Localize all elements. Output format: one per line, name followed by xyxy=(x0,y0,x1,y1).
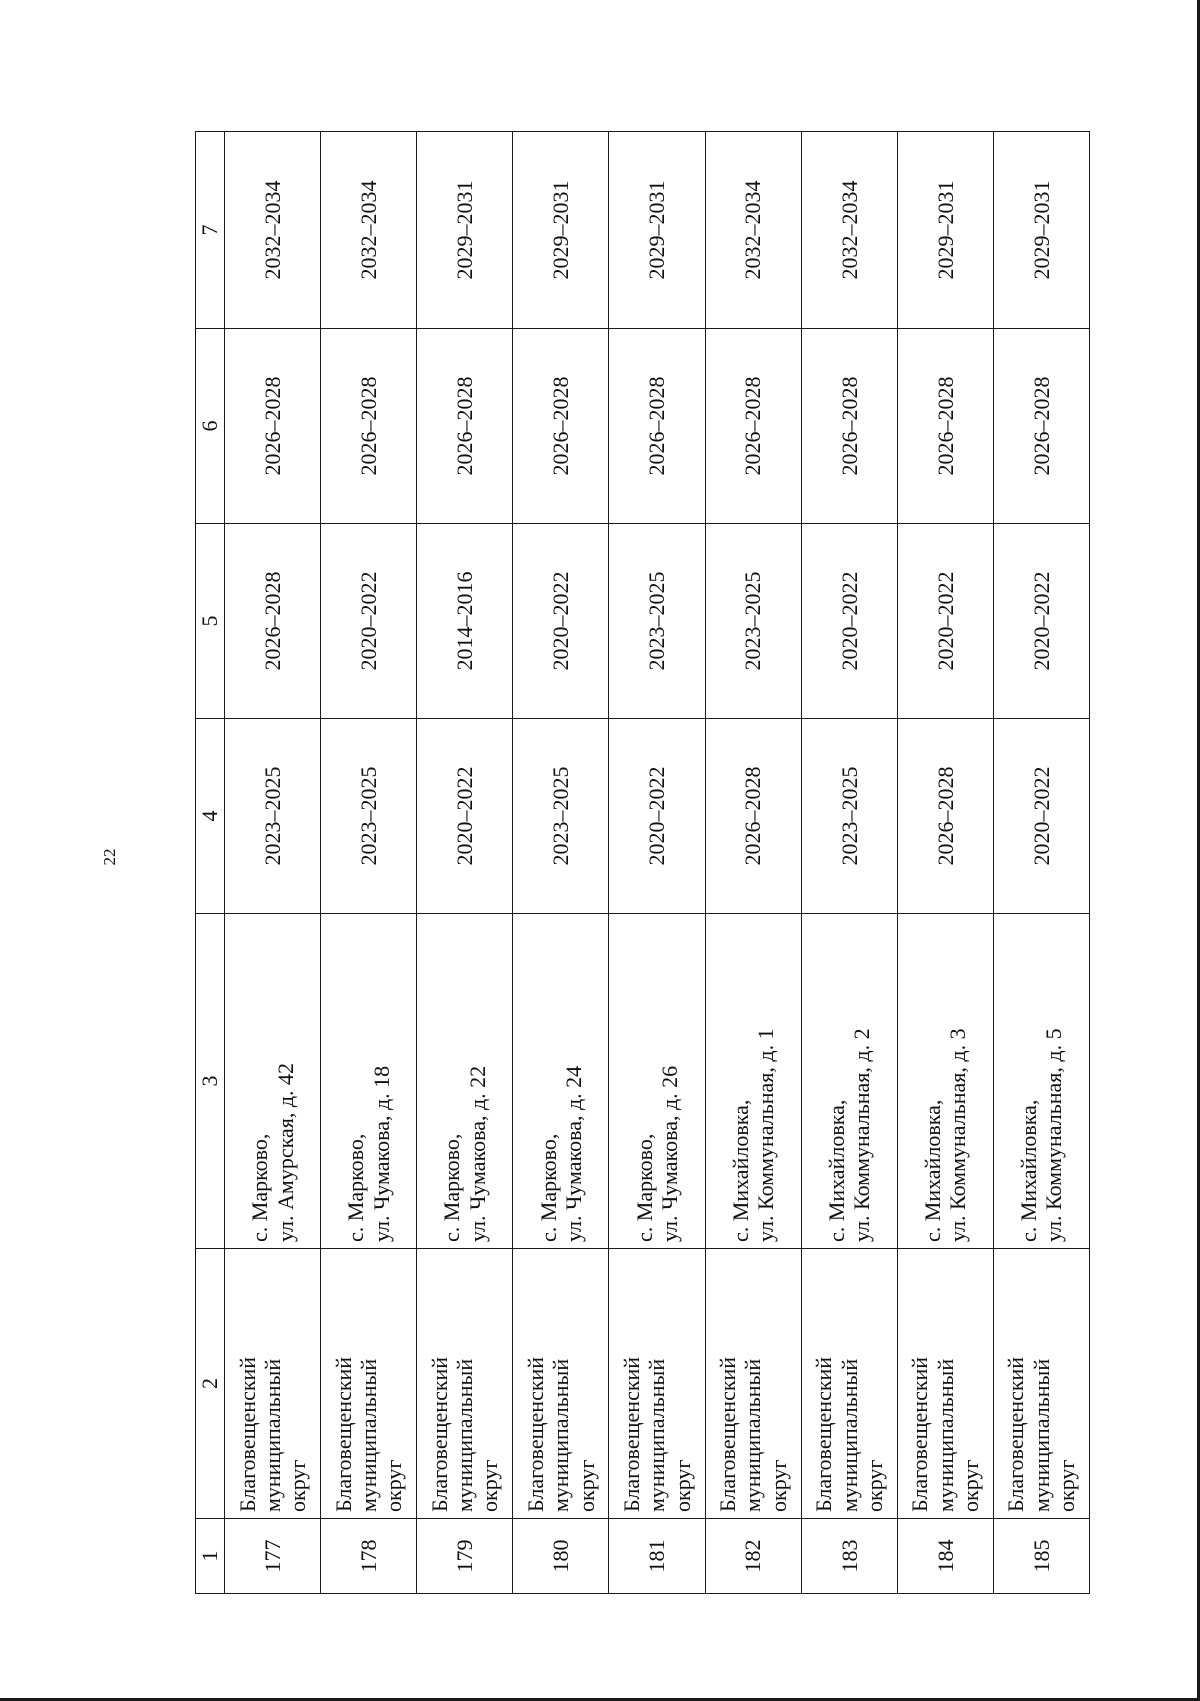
period-cell: 2026–2028 xyxy=(897,329,993,524)
district-cell xyxy=(609,1249,705,1519)
period-cell: 2026–2028 xyxy=(513,329,609,524)
period-cell: 2026–2028 xyxy=(897,719,993,914)
district-cell xyxy=(417,1249,513,1519)
row-number-cell: 181 xyxy=(609,1519,705,1594)
address-cell xyxy=(705,914,801,1249)
rotated-table-frame xyxy=(195,132,1090,1594)
address-line: с. Михайловка, xyxy=(823,1099,849,1242)
address-line: ул. Чумакова, д. 26 xyxy=(656,1065,682,1242)
row-number-cell: 180 xyxy=(513,1519,609,1594)
district-line: Благовещенский xyxy=(619,1356,645,1512)
address-line: с. Михайловка, xyxy=(727,1099,753,1242)
address-line: с. Марково, xyxy=(247,1133,273,1242)
period-cell: 2032–2034 xyxy=(801,132,897,329)
header-cell: 1 xyxy=(196,1519,225,1594)
period-cell: 2020–2022 xyxy=(801,524,897,719)
district-line: муниципальный xyxy=(452,1358,478,1512)
address-line: с. Марково, xyxy=(343,1133,369,1242)
district-line: Благовещенский xyxy=(522,1356,548,1512)
period-cell: 2029–2031 xyxy=(609,132,705,329)
period-cell: 2029–2031 xyxy=(513,132,609,329)
district-line: Благовещенский xyxy=(330,1356,356,1512)
address-line: с. Марково, xyxy=(439,1133,465,1242)
housing-schedule-table xyxy=(195,131,1090,1594)
district-cell xyxy=(897,1249,993,1519)
period-cell: 2023–2025 xyxy=(225,719,321,914)
table-row xyxy=(417,132,513,1594)
period-cell: 2026–2028 xyxy=(225,329,321,524)
period-cell: 2026–2028 xyxy=(225,524,321,719)
table-row xyxy=(993,132,1089,1594)
period-cell: 2029–2031 xyxy=(897,132,993,329)
district-line: муниципальный xyxy=(548,1358,574,1512)
district-line: Благовещенский xyxy=(811,1356,837,1512)
table-row xyxy=(801,132,897,1594)
district-line: Благовещенский xyxy=(1003,1356,1029,1512)
period-cell: 2026–2028 xyxy=(321,329,417,524)
period-cell: 2026–2028 xyxy=(801,329,897,524)
period-cell: 2020–2022 xyxy=(609,719,705,914)
address-line: с. Марково, xyxy=(535,1133,561,1242)
period-cell: 2026–2028 xyxy=(609,329,705,524)
district-line: округ xyxy=(573,1459,599,1512)
district-line: муниципальный xyxy=(740,1358,766,1512)
district-cell xyxy=(705,1249,801,1519)
district-line: Благовещенский xyxy=(234,1356,260,1512)
row-number-cell: 184 xyxy=(897,1519,993,1594)
district-cell xyxy=(225,1249,321,1519)
header-cell: 7 xyxy=(196,132,225,329)
address-line: ул. Чумакова, д. 18 xyxy=(368,1065,394,1242)
period-cell: 2023–2025 xyxy=(513,719,609,914)
district-line: Благовещенский xyxy=(715,1356,741,1512)
page-number: 22 xyxy=(100,848,119,866)
district-line: Благовещенский xyxy=(907,1356,933,1512)
address-cell xyxy=(321,914,417,1249)
district-line: муниципальный xyxy=(259,1358,285,1512)
period-cell: 2029–2031 xyxy=(417,132,513,329)
district-cell xyxy=(321,1249,417,1519)
address-line: ул. Коммунальная, д. 2 xyxy=(849,1028,875,1242)
district-line: округ xyxy=(1054,1459,1080,1512)
district-line: муниципальный xyxy=(1028,1358,1054,1512)
district-line: Благовещенский xyxy=(426,1356,452,1512)
district-cell xyxy=(993,1249,1089,1519)
address-cell xyxy=(417,914,513,1249)
rotated-table-area xyxy=(195,132,1090,1594)
table-row xyxy=(705,132,801,1594)
period-cell: 2026–2028 xyxy=(417,329,513,524)
header-cell: 4 xyxy=(196,719,225,914)
address-cell xyxy=(609,914,705,1249)
table-row xyxy=(609,132,705,1594)
address-cell xyxy=(897,914,993,1249)
period-cell: 2023–2025 xyxy=(321,719,417,914)
row-number-cell: 178 xyxy=(321,1519,417,1594)
row-number-cell: 177 xyxy=(225,1519,321,1594)
row-number-cell: 183 xyxy=(801,1519,897,1594)
period-cell: 2032–2034 xyxy=(321,132,417,329)
address-line: ул. Амурская, д. 42 xyxy=(272,1062,298,1242)
row-number-cell: 185 xyxy=(993,1519,1089,1594)
table-row xyxy=(513,132,609,1594)
row-number-cell: 179 xyxy=(417,1519,513,1594)
district-line: округ xyxy=(765,1459,791,1512)
address-cell xyxy=(993,914,1089,1249)
district-line: муниципальный xyxy=(356,1358,382,1512)
address-line: ул. Чумакова, д. 24 xyxy=(560,1065,586,1242)
header-cell: 6 xyxy=(196,329,225,524)
row-number-cell: 182 xyxy=(705,1519,801,1594)
district-line: округ xyxy=(861,1459,887,1512)
address-cell xyxy=(225,914,321,1249)
period-cell: 2023–2025 xyxy=(801,719,897,914)
table-row xyxy=(321,132,417,1594)
address-line: с. Марково, xyxy=(631,1133,657,1242)
address-cell xyxy=(513,914,609,1249)
period-cell: 2023–2025 xyxy=(705,524,801,719)
table-row xyxy=(225,132,321,1594)
district-cell xyxy=(801,1249,897,1519)
district-line: округ xyxy=(477,1459,503,1512)
district-line: округ xyxy=(669,1459,695,1512)
address-line: ул. Чумакова, д. 22 xyxy=(464,1065,490,1242)
period-cell: 2020–2022 xyxy=(321,524,417,719)
table-header-row xyxy=(196,132,225,1594)
period-cell: 2020–2022 xyxy=(993,524,1089,719)
address-line: ул. Коммунальная, д. 3 xyxy=(945,1028,971,1242)
address-line: с. Михайловка, xyxy=(1016,1099,1042,1242)
period-cell: 2020–2022 xyxy=(417,719,513,914)
district-line: округ xyxy=(285,1459,311,1512)
period-cell: 2020–2022 xyxy=(897,524,993,719)
period-cell: 2029–2031 xyxy=(993,132,1089,329)
header-cell: 5 xyxy=(196,524,225,719)
period-cell: 2032–2034 xyxy=(705,132,801,329)
period-cell: 2026–2028 xyxy=(705,719,801,914)
address-line: ул. Коммунальная, д. 1 xyxy=(753,1028,779,1242)
district-line: округ xyxy=(381,1459,407,1512)
period-cell: 2026–2028 xyxy=(705,329,801,524)
period-cell: 2014–2016 xyxy=(417,524,513,719)
district-line: округ xyxy=(957,1459,983,1512)
period-cell: 2020–2022 xyxy=(993,719,1089,914)
district-line: муниципальный xyxy=(644,1358,670,1512)
district-line: муниципальный xyxy=(836,1358,862,1512)
table-row xyxy=(897,132,993,1594)
period-cell: 2026–2028 xyxy=(993,329,1089,524)
address-cell xyxy=(801,914,897,1249)
period-cell: 2020–2022 xyxy=(513,524,609,719)
district-line: муниципальный xyxy=(932,1358,958,1512)
address-line: ул. Коммунальная, д. 5 xyxy=(1041,1028,1067,1242)
address-line: с. Михайловка, xyxy=(920,1099,946,1242)
period-cell: 2032–2034 xyxy=(225,132,321,329)
header-cell: 2 xyxy=(196,1249,225,1519)
header-cell: 3 xyxy=(196,914,225,1249)
period-cell: 2023–2025 xyxy=(609,524,705,719)
district-cell xyxy=(513,1249,609,1519)
